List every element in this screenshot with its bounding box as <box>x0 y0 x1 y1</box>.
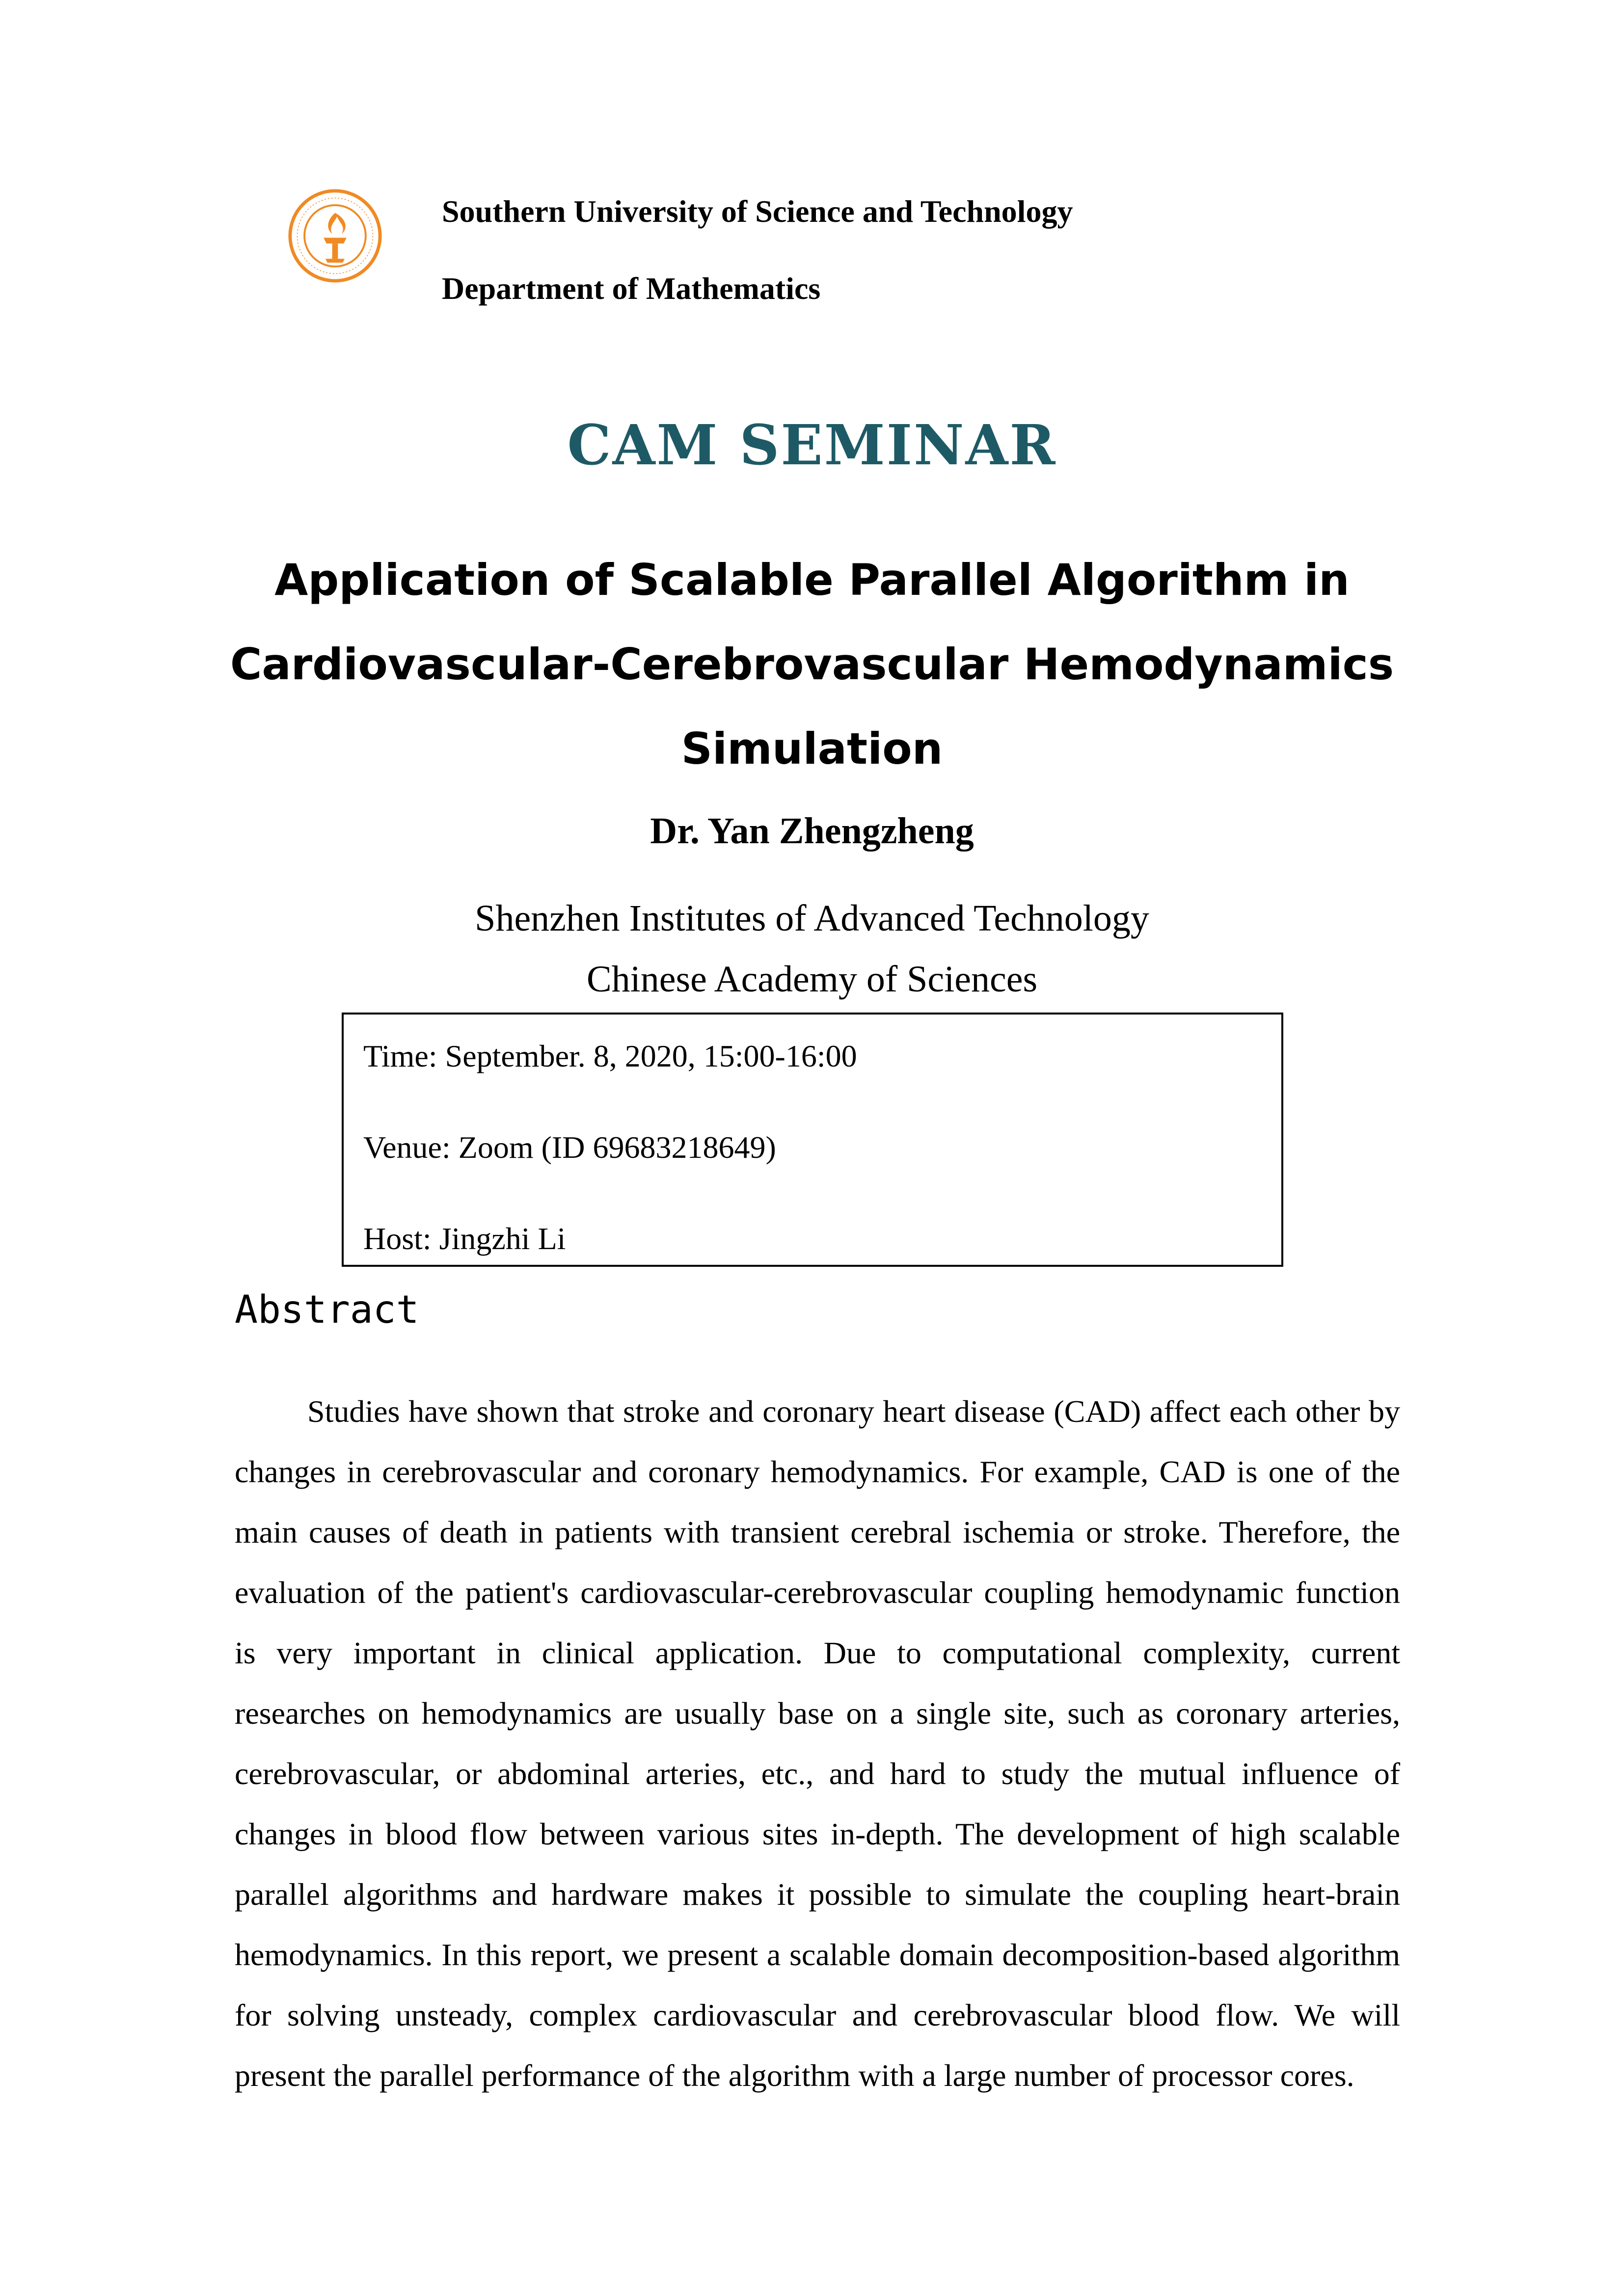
event-info-box <box>342 1013 1283 1267</box>
university-seal-icon <box>287 188 383 284</box>
speaker-affiliation-academy: Chinese Academy of Sciences <box>586 959 1038 1000</box>
talk-title: Application of Scalable Parallel Algorithm in Cardiovascular-Cerebrovascular Hemodynamics Simulation <box>230 555 1394 774</box>
event-host: Host: Jingzhi Li <box>363 1221 566 1256</box>
speaker-affiliation-institute: Shenzhen Institutes of Advanced Technology <box>475 898 1149 939</box>
speaker-name: Dr. Yan Zhengzheng <box>650 810 974 852</box>
abstract-heading: Abstract <box>235 1288 419 1332</box>
department-name: Department of Mathematics <box>442 271 821 306</box>
seminar-title: CAM SEMINAR <box>567 413 1057 478</box>
abstract-body: Studies have shown that stroke and coronary heart disease (CAD) affect each other by changes in cerebrovascular and coronary hemodynamics. For example, CAD is one of the main causes of death in patients with transient cerebral ischemia or stroke. Therefore, the evaluation of the patient's cardiovascular-cerebrovascular coupling hemodynamic function is very important in clinical application. Due to computational complexity, current researches on hemodynamics are usually base on a single site, such as coronary arteries, cerebrovascular, or abdominal arteries, etc., and hard to study the mutual influence of changes in blood flow between various sites in-depth. The development of high scalable parallel algorithms and hardware makes it possible to simulate the coupling heart-brain hemodynamics. In this report, we present a scalable domain decomposition-based algorithm for solving unsteady, complex cardiovascular and cerebrovascular blood flow. We will present the parallel performance of the algorithm with a large number of processor cores. <box>235 1394 1400 2093</box>
university-name: Southern University of Science and Technology <box>442 194 1073 229</box>
event-venue: Venue: Zoom (ID 69683218649) <box>363 1130 776 1165</box>
university-seal-graphic <box>287 188 383 284</box>
event-time: Time: September. 8, 2020, 15:00-16:00 <box>363 1039 857 1073</box>
